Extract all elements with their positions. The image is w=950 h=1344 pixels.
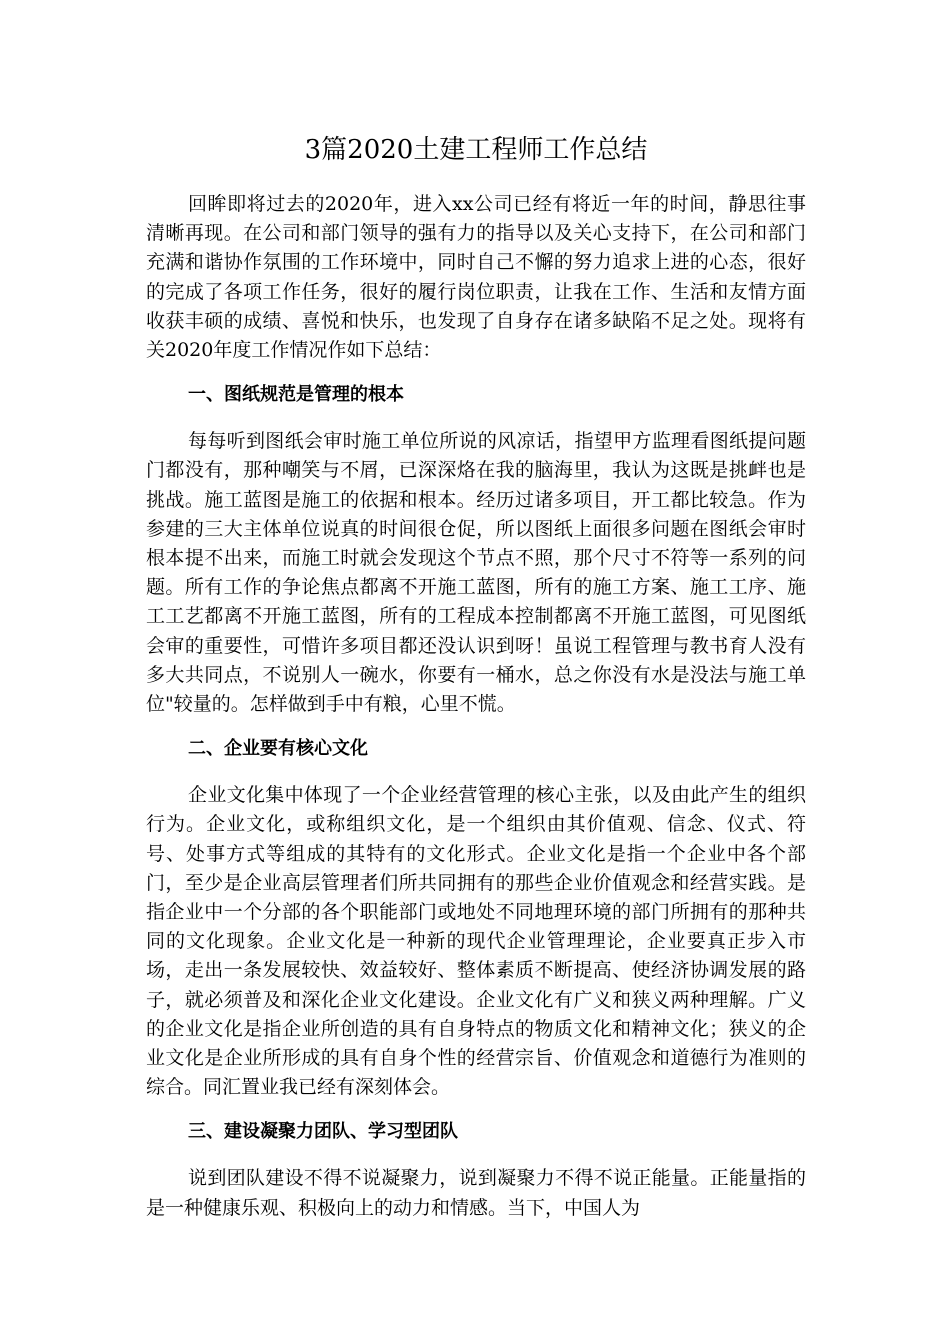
document-page xyxy=(146,128,806,1239)
document-title: 3篇2020土建工程师工作总结 xyxy=(304,135,648,165)
section-heading-3: 三、建设凝聚力团队、学习型团队 xyxy=(188,1121,458,1143)
section-body-2: 企业文化集中体现了一个企业经营管理的核心主张，以及由此产生的组织行为。企业文化，或称组织文化，是一个组织由其价值观、信念、仪式、符号、处事方式等组成的其特有的文化形式。企业文化是指一个企业中各个部门，至少是企业高层管理者们所共同拥有的那些企业价值观念和经营实践。是指企业中一个分部的各个职能部门或地处不同地理环境的部门所拥有的那种共同的文化现象。企业文化是一种新的现代企业管理理论，企业要真正步入市场，走出一条发展较快、效益较好、整体素质不断提高、使经济协调发展的路子，就必须普及和深化企业文化建设。企业文化有广义和狭义两种理解。广义的企业文化是指企业所创造的具有自身特点的物质文化和精神文化；狭义的企业文化是企业所形成的具有自身个性的经营宗旨、价值观念和道德行为准则的综合。同汇置业我已经有深刻体会。 xyxy=(146,784,806,1099)
section-body-3: 说到团队建设不得不说凝聚力，说到凝聚力不得不说正能量。正能量指的是一种健康乐观、积极向上的动力和情感。当下，中国人为 xyxy=(146,1167,806,1219)
section-heading-2: 二、企业要有核心文化 xyxy=(188,738,368,760)
intro-paragraph: 回眸即将过去的2020年，进入xx公司已经有将近一年的时间，静思往事清晰再现。在公司和部门领导的强有力的指导以及关心支持下，在公司和部门充满和谐协作氛围的工作环境中，同时自己不懈的努力追求上进的心态，很好的完成了各项工作任务，很好的履行岗位职责，让我在工作、生活和友情方面收获丰硕的成绩、喜悦和快乐，也发现了自身存在诸多缺陷不足之处。现将有关2020年度工作情况作如下总结： xyxy=(146,193,806,362)
section-heading-1: 一、图纸规范是管理的根本 xyxy=(188,384,404,406)
section-body-1: 每每听到图纸会审时施工单位所说的风凉话，指望甲方监理看图纸提问题门都没有，那种嘲笑与不屑，已深深烙在我的脑海里，我认为这既是挑衅也是挑战。施工蓝图是施工的依据和根本。经历过诸多项目，开工都比较急。作为参建的三大主体单位说真的时间很仓促，所以图纸上面很多问题在图纸会审时根本提不出来，而施工时就会发现这个节点不照，那个尺寸不符等一系列的问题。所有工作的争论焦点都离不开施工蓝图，所有的施工方案、施工工序、施工工艺都离不开施工蓝图，所有的工程成本控制都离不开施工蓝图，可见图纸会审的重要性，可惜许多项目都还没认识到呀！虽说工程管理与教书育人没有多大共同点，不说别人一碗水，你要有一桶水，总之你没有水是没法与施工单位"较量的。怎样做到手中有粮，心里不慌。 xyxy=(146,430,806,716)
